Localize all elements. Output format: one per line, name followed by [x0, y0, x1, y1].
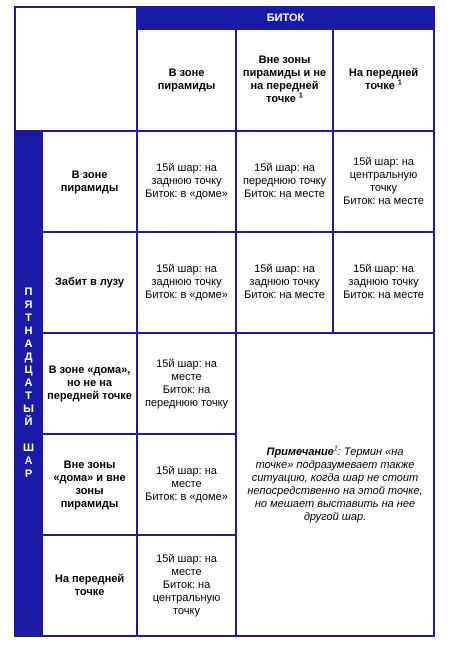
- table-cell: 15й шар: на заднюю точку Биток: на месте: [236, 232, 333, 333]
- side-label-letter: Т: [25, 390, 32, 402]
- column-header-in-pyramid-zone: В зоне пирамиды: [137, 29, 236, 131]
- table-cell: 15й шар: на месте Биток: в «доме»: [137, 434, 236, 535]
- table-cell: 15й шар: на центральную точку Биток: на месте: [333, 131, 434, 232]
- cue-ball-header: БИТОК: [137, 7, 434, 29]
- side-label-letter: Д: [24, 351, 33, 363]
- footnote-marker: 1: [298, 92, 303, 100]
- note-text: : Термин «на точке» подразумевает также ситуацию, когда шар не стоит непосредственно на этой точке, но мешает выставить на нее другой шар.: [247, 445, 423, 523]
- side-label-letter: Ш: [22, 442, 35, 454]
- footnote-note: [236, 333, 434, 636]
- side-label-letter: Ы: [23, 403, 34, 415]
- rules-table: [14, 6, 435, 637]
- side-label-letter: Я: [24, 299, 33, 311]
- table-cell: 15й шар: на месте Биток: на переднюю точку: [137, 333, 236, 434]
- row-header: В зоне «дома», но не на передней точке: [42, 333, 137, 434]
- row-header: Забит в лузу: [42, 232, 137, 333]
- side-label-letter: Т: [25, 312, 32, 324]
- note-title: Примечание: [266, 445, 334, 458]
- footnote-marker: 1: [397, 79, 402, 87]
- row-header: Вне зоны «дома» и вне зоны пирамиды: [42, 434, 137, 535]
- side-label-letters: [16, 286, 41, 481]
- corner-cell: [15, 7, 137, 131]
- row-header: В зоне пирамиды: [42, 131, 137, 232]
- side-label-letter: Й: [24, 416, 33, 428]
- table-cell: 15й шар: на переднюю точку Биток: на месте: [236, 131, 333, 232]
- side-label-letter: А: [24, 455, 33, 467]
- side-label-letter: Ц: [24, 364, 33, 376]
- row-header: На передней точке: [42, 535, 137, 636]
- table-cell: 15й шар: на заднюю точку Биток: в «доме»: [137, 131, 236, 232]
- table-cell: 15й шар: на заднюю точку Биток: в «доме»: [137, 232, 236, 333]
- table-cell: 15й шар: на месте Биток: на центральную точку: [137, 535, 236, 636]
- side-label-letter: А: [24, 377, 33, 389]
- side-label-letter: Р: [24, 468, 33, 480]
- column-header-outside-pyramid: Вне зоны пирамиды и не на передней точке $^1$: [236, 29, 333, 131]
- fifteenth-ball-side-label: [15, 131, 42, 636]
- table-cell: 15й шар: на заднюю точку Биток: на месте: [333, 232, 434, 333]
- rules-table-container: [14, 6, 435, 637]
- side-label-letter: Н: [24, 325, 33, 337]
- side-label-letter: А: [24, 338, 33, 350]
- footnote-marker: 1: [333, 444, 338, 452]
- column-header-on-front-spot: На передней точке $^1$: [333, 29, 434, 131]
- side-label-letter: П: [24, 286, 33, 298]
